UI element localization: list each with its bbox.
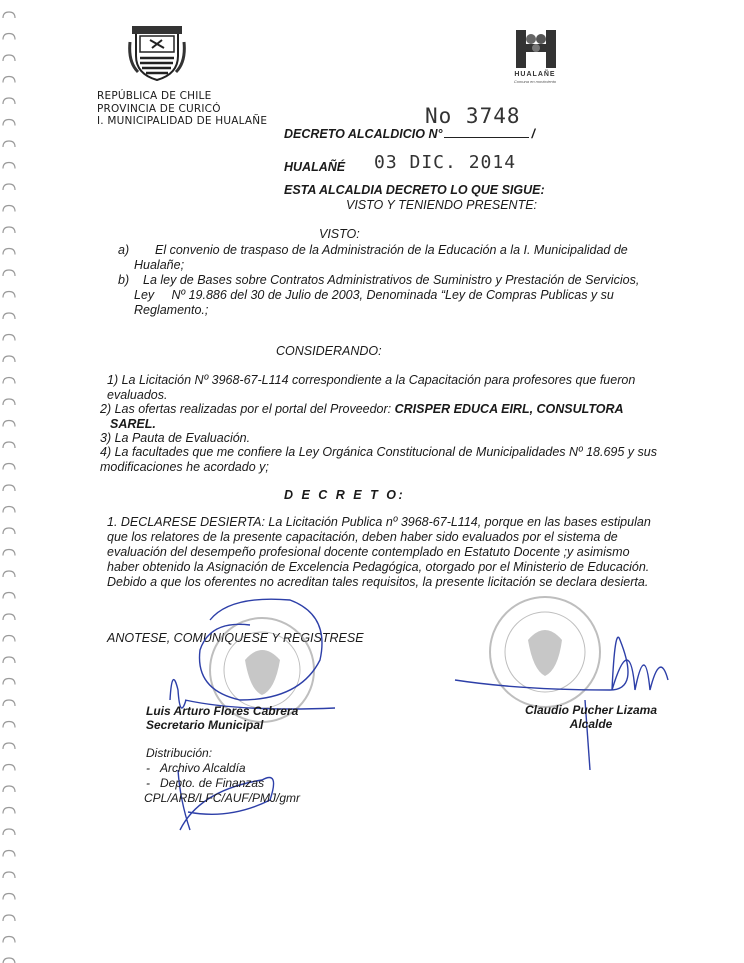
binder-ring xyxy=(3,399,15,405)
visto-item-a-marker: a) xyxy=(118,243,130,257)
visto-item-b: La ley de Bases sobre Contratos Administrativos de Suministro y Prestación de Servicios, xyxy=(143,273,640,287)
decree-title xyxy=(284,126,535,141)
binder-ring xyxy=(3,270,15,276)
binder-ring xyxy=(3,507,15,513)
decreto-line-1: 1. DECLARESE DESIERTA: La Licitación Publica nº 3968-67-L114, porque en las bases estipulan xyxy=(107,515,651,529)
visto-item-a: El convenio de traspaso de la Administración de la Educación a la I. Municipalidad de xyxy=(155,243,628,257)
binder-ring xyxy=(3,313,15,319)
binder-ring xyxy=(3,808,15,814)
secretary-title: Secretario Municipal xyxy=(146,718,264,732)
decreto-line-3: evaluación del desempeño profesional docente contemplado en Estatuto Docente ;y asimismo xyxy=(107,545,630,559)
distribution-item-archivo: Archivo Alcaldía xyxy=(160,761,246,775)
distribution-item: - Archivo Alcaldía xyxy=(146,761,246,775)
binder-ring xyxy=(3,657,15,663)
header-line-municipality: I. MUNICIPALIDAD DE HUALAÑE xyxy=(97,115,268,127)
provider-name: CRISPER EDUCA EIRL, CONSULTORA xyxy=(394,402,624,416)
considerando-item-3: 3) La Pauta de Evaluación. xyxy=(100,431,251,445)
binder-ring xyxy=(3,528,15,534)
mayor-block xyxy=(521,703,661,731)
decree-number-blank xyxy=(444,126,529,138)
binder-ring xyxy=(3,614,15,620)
decree-intro: ESTA ALCALDIA DECRETO LO QUE SIGUE: xyxy=(284,183,545,197)
provider-name-cont: SAREL. xyxy=(110,417,156,431)
secretary-block xyxy=(146,704,298,732)
binder-ring xyxy=(3,765,15,771)
header-line-republic: REPÚBLICA DE CHILE xyxy=(97,90,212,102)
place-label: HUALAÑÉ xyxy=(284,160,346,174)
binder-rings xyxy=(0,0,20,963)
binder-ring xyxy=(3,421,15,427)
decree-number-handwritten: No 3748 xyxy=(425,104,521,128)
binder-ring xyxy=(3,851,15,857)
binder-ring xyxy=(3,550,15,556)
visto-item-b-cont: Ley Nº 19.886 del 30 de Julio de 2003, Denominada “Ley de Compras Publicas y su xyxy=(134,288,614,302)
visto-item-b-marker: b) xyxy=(118,273,130,287)
binder-ring xyxy=(3,335,15,341)
binder-ring xyxy=(3,700,15,706)
decreto-body xyxy=(107,515,651,590)
binder-ring xyxy=(3,227,15,233)
binder-ring xyxy=(3,722,15,728)
binder-ring xyxy=(3,98,15,104)
considerando-heading: CONSIDERANDO: xyxy=(276,344,382,358)
distribution-item: - Depto. de Finanzas xyxy=(146,776,265,790)
binder-ring xyxy=(3,679,15,685)
header-line-province: PROVINCIA DE CURICÓ xyxy=(97,102,221,115)
considerando-item-2-text: 2) Las ofertas realizadas por el portal del Proveedor: xyxy=(100,402,395,416)
decree-label: DECRETO ALCALDICIO N° xyxy=(284,127,443,141)
visto-item-a-cont: Hualañe; xyxy=(134,258,185,272)
binder-ring xyxy=(3,485,15,491)
binder-ring xyxy=(3,249,15,255)
binder-ring xyxy=(3,958,15,963)
considerando-item-1: 1) La Licitación Nº 3968-67-L114 correspondiente a la Capacitación para profesores que fueron xyxy=(107,373,636,387)
logo-tagline: Comuna en movimiento xyxy=(513,79,557,84)
hualane-logo-icon xyxy=(512,28,560,70)
considerando-item-1-cont: evaluados. xyxy=(107,388,168,402)
decreto-line-5: Debido a que los oferentes no acreditan tales requisitos, la presente licitación se declara desierta. xyxy=(107,575,649,589)
decreto-line-4: haber obtenido la Asignación de Excelencia Pedagógica, otorgado por el Ministerio de Educación. xyxy=(107,560,650,574)
distribution-block xyxy=(146,746,300,806)
binder-ring xyxy=(3,829,15,835)
decree-slash: / xyxy=(531,127,535,141)
initials-line: CPL/ARB/LFC/AUF/PMJ/gmr xyxy=(144,791,301,805)
visto-item-b-cont2: Reglamento.; xyxy=(134,303,209,317)
binder-ring xyxy=(3,378,15,384)
binder-ring xyxy=(3,937,15,943)
binder-ring xyxy=(3,12,15,18)
secretary-name: Luis Arturo Flores Cabrera xyxy=(146,704,299,718)
considerando-item-2 xyxy=(100,402,624,417)
binder-ring xyxy=(3,120,15,126)
coat-of-arms-icon xyxy=(128,22,186,82)
mayor-title: Alcalde xyxy=(569,717,613,731)
binder-ring xyxy=(3,571,15,577)
binder-ring xyxy=(3,292,15,298)
visto-heading: VISTO: xyxy=(319,227,360,241)
mayor-seal-stamp xyxy=(490,597,600,707)
binder-ring xyxy=(3,141,15,147)
decreto-heading: D E C R E T O: xyxy=(284,488,406,502)
decree-intro-sub: VISTO Y TENIENDO PRESENTE: xyxy=(346,198,538,212)
binder-ring xyxy=(3,593,15,599)
binder-ring xyxy=(3,636,15,642)
mayor-name: Claudio Pucher Lizama xyxy=(524,703,658,717)
decreto-line-2: que los relatores de la presente capacitación, deben haber sido evaluados por el sistema de xyxy=(107,530,618,544)
binder-ring xyxy=(3,872,15,878)
binder-ring xyxy=(3,184,15,190)
closing-formula: ANOTESE, COMUNIQUESE Y REGISTRESE xyxy=(107,631,364,645)
binder-ring xyxy=(3,34,15,40)
distribution-item-finanzas: Depto. de Finanzas xyxy=(160,776,265,790)
binder-ring xyxy=(3,442,15,448)
logo-name: HUALAÑE xyxy=(514,71,556,78)
date-stamp: 03 DIC. 2014 xyxy=(374,152,517,173)
binder-ring xyxy=(3,464,15,470)
binder-ring xyxy=(3,356,15,362)
binder-ring xyxy=(3,163,15,169)
binder-ring xyxy=(3,55,15,61)
binder-ring xyxy=(3,77,15,83)
binder-ring xyxy=(3,743,15,749)
issuer-header xyxy=(97,90,267,128)
considerando-item-4-cont: modificaciones he acordado y; xyxy=(100,460,269,474)
binder-ring xyxy=(3,206,15,212)
binder-ring xyxy=(3,786,15,792)
considerando-item-4: 4) La facultades que me confiere la Ley Orgánica Constitucional de Municipalidades Nº 18.695 y sus xyxy=(100,445,657,459)
binder-ring xyxy=(3,894,15,900)
distribution-heading: Distribución: xyxy=(146,746,213,760)
binder-ring xyxy=(3,915,15,921)
